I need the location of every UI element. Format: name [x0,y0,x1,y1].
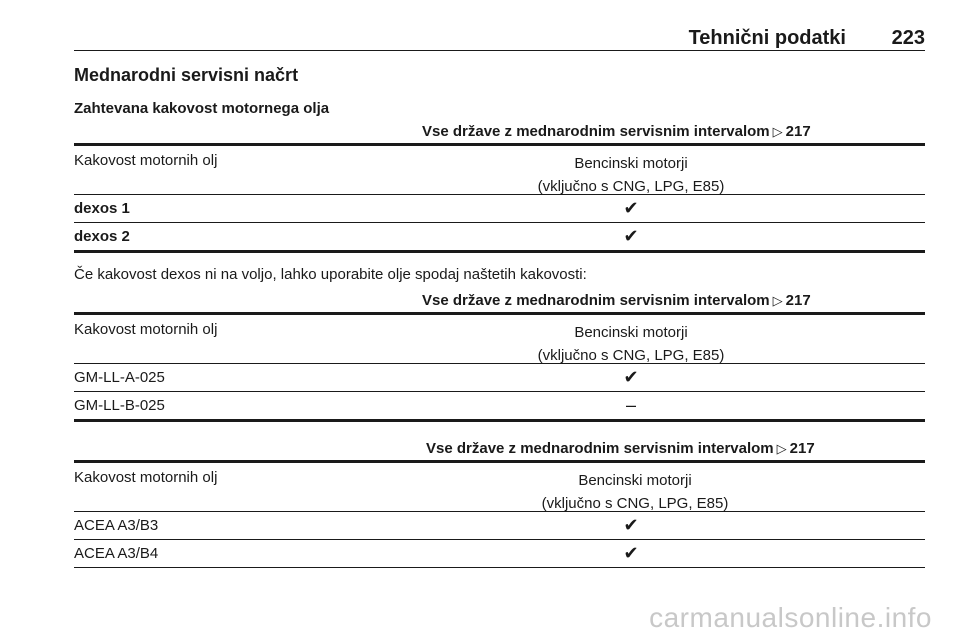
table-row [74,195,925,223]
table-header-text: Vse države z mednarodnim servisnim intervalom [426,440,774,457]
col-header-petrol-line2: (vključno s CNG, LPG, E85) [541,495,729,512]
row-label: dexos 2 [74,228,130,245]
col-header-petrol-line2: (vključno s CNG, LPG, E85) [537,347,725,364]
dash-icon: – [625,395,636,415]
row-label: dexos 1 [74,200,130,217]
col-header-quality: Kakovost motornih olj [74,152,218,169]
column-header-row [74,463,925,512]
oil-spec-table-2 [74,290,925,422]
row-label: ACEA A3/B3 [74,517,159,534]
arrow-icon[interactable]: ▷ [772,124,783,139]
section-title: Mednarodni servisni načrt [74,65,299,85]
col-header-petrol-line2: (vključno s CNG, LPG, E85) [537,178,725,195]
check-icon: ✔ [623,226,639,246]
table-header [74,121,925,146]
watermark: carmanualsonline.info [649,602,932,633]
col-header-quality: Kakovost motornih olj [74,469,218,486]
header-title: Tehnični podatki [688,27,846,49]
table-header [74,290,925,315]
col-header-petrol-line1: Bencinski motorji [574,324,688,341]
column-header-row [74,146,925,195]
arrow-icon[interactable]: ▷ [772,293,783,308]
check-icon: ✔ [623,198,639,218]
page-ref-link[interactable]: 217 [785,292,811,309]
column-header-row [74,315,925,364]
check-icon: ✔ [623,367,639,387]
col-header-quality: Kakovost motornih olj [74,321,218,338]
col-header-petrol [456,321,806,367]
page-ref-link[interactable]: 217 [785,123,811,140]
page-number: 223 [891,27,925,49]
page-ref-link[interactable]: 217 [789,440,815,457]
oil-spec-table-3 [74,438,925,568]
table-row [74,223,925,253]
check-icon: ✔ [623,515,639,535]
row-label: GM-LL-A-025 [74,369,165,386]
table-row [74,392,925,422]
col-header-petrol-line1: Bencinski motorji [578,472,692,489]
row-label: GM-LL-B-025 [74,397,165,414]
row-label: ACEA A3/B4 [74,545,159,562]
col-header-petrol [460,469,810,515]
oil-spec-table-1 [74,121,925,253]
table-row [74,512,925,540]
check-icon: ✔ [623,543,639,563]
table-row [74,540,925,568]
page-header [74,26,925,51]
table-header-text: Vse države z mednarodnim servisnim intervalom [422,292,770,309]
note-text: Če kakovost dexos ni na voljo, lahko uporabite olje spodaj naštetih kakovosti: [74,266,587,283]
subsection-title: Zahtevana kakovost motornega olja [74,100,330,117]
col-header-petrol-line1: Bencinski motorji [574,155,688,172]
arrow-icon[interactable]: ▷ [776,441,787,456]
table-header-text: Vse države z mednarodnim servisnim intervalom [422,123,770,140]
table-row [74,364,925,392]
table-header [74,438,925,463]
col-header-petrol [456,152,806,198]
